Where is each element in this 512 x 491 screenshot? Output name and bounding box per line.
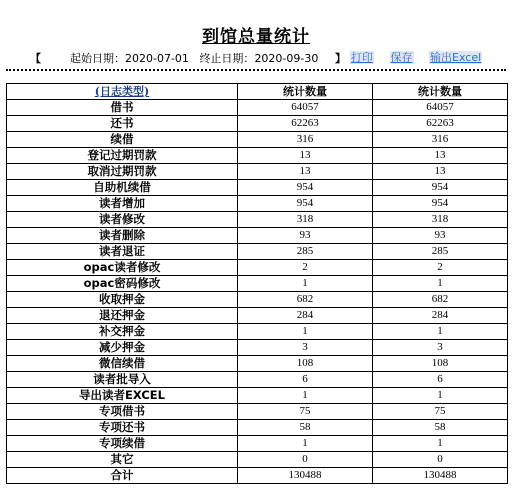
count-cell: 130488 xyxy=(373,468,508,484)
end-date-value: 2020-09-30 xyxy=(254,52,319,65)
count-cell: 954 xyxy=(373,180,508,196)
count-cell: 3 xyxy=(238,340,373,356)
log-type-cell: 补交押金 xyxy=(7,324,238,340)
end-date-label: 终止日期： xyxy=(199,52,255,65)
count-header-1: 统计数量 xyxy=(238,84,373,100)
bracket-left: 【 xyxy=(30,52,41,65)
count-cell: 13 xyxy=(373,148,508,164)
count-cell: 318 xyxy=(238,212,373,228)
date-range xyxy=(70,50,318,66)
log-type-cell: opac读者修改 xyxy=(7,260,238,276)
table-row xyxy=(7,468,508,484)
count-cell: 6 xyxy=(238,372,373,388)
log-type-cell: 还书 xyxy=(7,116,238,132)
table-row xyxy=(7,292,508,308)
count-cell: 1 xyxy=(238,388,373,404)
count-cell: 93 xyxy=(238,228,373,244)
table-row xyxy=(7,228,508,244)
count-cell: 1 xyxy=(373,276,508,292)
table-row xyxy=(7,436,508,452)
table-row xyxy=(7,132,508,148)
count-cell: 285 xyxy=(373,244,508,260)
log-type-cell: 登记过期罚款 xyxy=(7,148,238,164)
page-title xyxy=(0,22,512,47)
count-cell: 58 xyxy=(238,420,373,436)
count-cell: 75 xyxy=(238,404,373,420)
log-type-cell: 减少押金 xyxy=(7,340,238,356)
count-cell: 62263 xyxy=(238,116,373,132)
table-row xyxy=(7,340,508,356)
log-type-cell: 导出读者EXCEL xyxy=(7,388,238,404)
table-row xyxy=(7,212,508,228)
start-date-label: 起始日期： xyxy=(70,52,125,65)
log-type-cell: 续借 xyxy=(7,132,238,148)
table-row xyxy=(7,116,508,132)
table-row xyxy=(7,244,508,260)
count-cell: 1 xyxy=(373,436,508,452)
count-cell: 1 xyxy=(238,436,373,452)
log-type-header-link[interactable]: (日志类型) xyxy=(94,85,150,98)
count-cell: 64057 xyxy=(238,100,373,116)
log-type-cell: 专项还书 xyxy=(7,420,238,436)
log-type-cell: 专项借书 xyxy=(7,404,238,420)
count-cell: 682 xyxy=(238,292,373,308)
count-cell: 6 xyxy=(373,372,508,388)
log-type-cell: 读者修改 xyxy=(7,212,238,228)
count-cell: 108 xyxy=(373,356,508,372)
log-type-cell: 自助机续借 xyxy=(7,180,238,196)
count-header-2: 统计数量 xyxy=(373,84,508,100)
count-cell: 316 xyxy=(373,132,508,148)
export-excel-link[interactable]: 输出Excel xyxy=(430,51,482,64)
log-type-cell: 微信续借 xyxy=(7,356,238,372)
table-row xyxy=(7,196,508,212)
log-type-cell: 专项续借 xyxy=(7,436,238,452)
table-row xyxy=(7,324,508,340)
count-cell: 1 xyxy=(373,324,508,340)
bracket-right: 】 xyxy=(335,52,346,65)
count-cell: 682 xyxy=(373,292,508,308)
count-cell: 75 xyxy=(373,404,508,420)
statistics-table xyxy=(6,83,508,484)
count-cell: 1 xyxy=(238,276,373,292)
count-cell: 954 xyxy=(238,196,373,212)
count-cell: 0 xyxy=(373,452,508,468)
count-cell: 2 xyxy=(238,260,373,276)
table-row xyxy=(7,404,508,420)
log-type-cell: 退还押金 xyxy=(7,308,238,324)
count-cell: 284 xyxy=(373,308,508,324)
count-cell: 64057 xyxy=(373,100,508,116)
table-row xyxy=(7,388,508,404)
count-cell: 93 xyxy=(373,228,508,244)
count-cell: 1 xyxy=(373,388,508,404)
table-row xyxy=(7,260,508,276)
table-row xyxy=(7,148,508,164)
table-row xyxy=(7,356,508,372)
log-type-header[interactable] xyxy=(7,84,238,100)
count-cell: 130488 xyxy=(238,468,373,484)
date-range-bar xyxy=(0,50,512,64)
count-cell: 13 xyxy=(373,164,508,180)
log-type-cell: 读者批导入 xyxy=(7,372,238,388)
start-date-value: 2020-07-01 xyxy=(125,52,189,65)
dotted-divider xyxy=(6,69,506,71)
action-links xyxy=(350,49,482,65)
print-link[interactable]: 打印 xyxy=(351,51,373,64)
count-cell: 316 xyxy=(238,132,373,148)
log-type-cell: 读者增加 xyxy=(7,196,238,212)
count-cell: 954 xyxy=(238,180,373,196)
count-cell: 284 xyxy=(238,308,373,324)
count-cell: 3 xyxy=(373,340,508,356)
log-type-cell: 其它 xyxy=(7,452,238,468)
count-cell: 0 xyxy=(238,452,373,468)
table-row xyxy=(7,308,508,324)
count-cell: 13 xyxy=(238,148,373,164)
count-cell: 62263 xyxy=(373,116,508,132)
count-cell: 285 xyxy=(238,244,373,260)
page-title-text: 到馆总量统计 xyxy=(202,27,310,47)
count-cell: 2 xyxy=(373,260,508,276)
table-header-row xyxy=(7,84,508,100)
count-cell: 1 xyxy=(238,324,373,340)
log-type-cell: 读者退证 xyxy=(7,244,238,260)
count-cell: 58 xyxy=(373,420,508,436)
table-row xyxy=(7,420,508,436)
table-row xyxy=(7,100,508,116)
save-link[interactable]: 保存 xyxy=(390,51,413,64)
table-row xyxy=(7,164,508,180)
table-row xyxy=(7,372,508,388)
count-cell: 13 xyxy=(238,164,373,180)
count-cell: 108 xyxy=(238,356,373,372)
count-cell: 954 xyxy=(373,196,508,212)
log-type-cell: opac密码修改 xyxy=(7,276,238,292)
table-row xyxy=(7,276,508,292)
log-type-cell: 合计 xyxy=(7,468,238,484)
log-type-cell: 读者删除 xyxy=(7,228,238,244)
table-row xyxy=(7,180,508,196)
log-type-cell: 取消过期罚款 xyxy=(7,164,238,180)
table-row xyxy=(7,452,508,468)
log-type-cell: 借书 xyxy=(7,100,238,116)
count-cell: 318 xyxy=(373,212,508,228)
log-type-cell: 收取押金 xyxy=(7,292,238,308)
